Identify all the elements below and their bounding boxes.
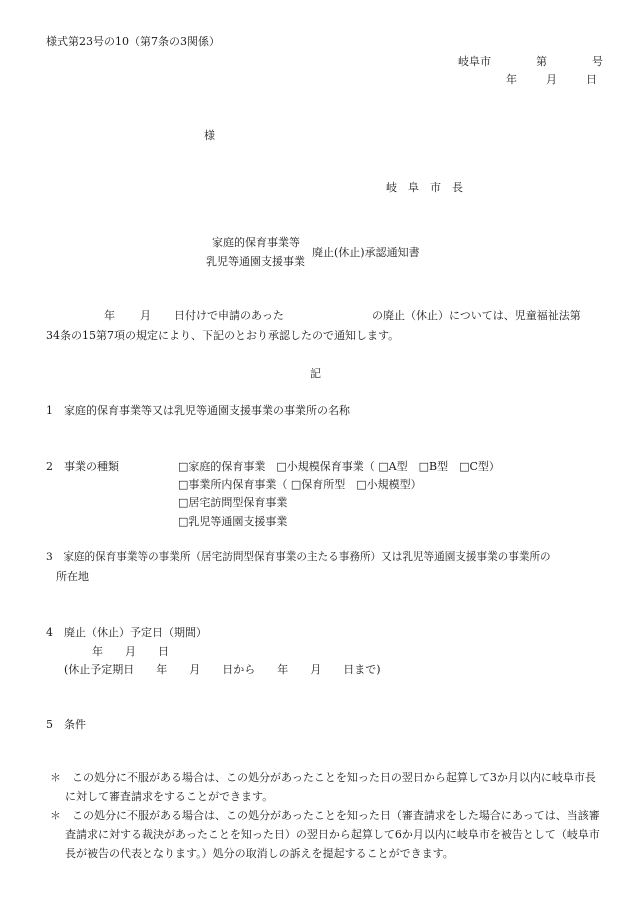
item-4-date: 年 月 日 xyxy=(92,645,169,658)
item-4-label: 4 廃止（休止）予定日（期間） xyxy=(46,626,207,639)
item-3-line2: 所在地 xyxy=(56,570,89,583)
body-line2: 34条の15第7項の規定により、下記のとおり承認したので通知します。 xyxy=(46,329,400,342)
issuer: 岐 阜 市 長 xyxy=(386,181,463,194)
body-after-date: 日付けで申請のあった xyxy=(174,309,284,322)
note-1: ＊ この処分に不服がある場合は、この処分があったことを知った日の翌日から起算して3か月以内に岐阜市長に対して審査請求をすることができます。 xyxy=(50,771,596,803)
item-5: 5 条件 xyxy=(46,718,86,731)
item-2-line4: □乳児等通園支援事業 xyxy=(178,515,288,528)
reference-go: 号 xyxy=(592,55,603,68)
reference-number xyxy=(458,56,603,67)
reference-city: 岐阜市 xyxy=(458,55,491,68)
recipient-honorific: 様 xyxy=(204,129,215,142)
body-after-blank: の廃止（休止）については、児童福祉法第 xyxy=(372,309,581,322)
issue-date-day: 日 xyxy=(586,73,597,86)
form-number: 様式第23号の10（第7条の3関係） xyxy=(46,35,220,48)
body-year: 年 xyxy=(104,309,115,322)
item-2-line1: □家庭的保育事業 □小規模保育事業（ □A型 □B型 □C型） xyxy=(178,460,500,473)
document-title-suffix: 廃止(休止)承認通知書 xyxy=(312,246,420,259)
document-title-line2: 乳児等通園支援事業 xyxy=(206,255,305,268)
item-2-line2: □事業所内保育事業（ □保育所型 □小規模型） xyxy=(178,478,422,491)
note-2: ＊ この処分に不服がある場合は、この処分があったことを知った日（審査請求をした場合にあっては、当該審査請求に対する裁決があったことを知った日）の翌日から起算して6か月以内に岐阜市を被告として（岐阜市長が被告の代表となります。）処分の取消しの訴えを提起することができます。 xyxy=(50,809,600,860)
item-4-period: (休止予定期日 年 月 日から 年 月 日まで) xyxy=(64,663,381,676)
body-month: 月 xyxy=(140,309,151,322)
document-title-line1: 家庭的保育事業等 xyxy=(212,236,300,249)
ki-heading: 記 xyxy=(310,367,321,380)
issue-date-month: 月 xyxy=(546,73,557,86)
item-1: 1 家庭的保育事業等又は乳児等通園支援事業の事業所の名称 xyxy=(46,404,350,417)
item-3-line1: 3 家庭的保育事業等の事業所（居宅訪問型保育事業の主たる事務所）又は乳児等通園支援事業の事業所の xyxy=(46,551,551,563)
item-2-line3: □居宅訪問型保育事業 xyxy=(178,496,288,509)
item-2-label: 2 事業の種類 xyxy=(46,460,119,473)
issue-date-year: 年 xyxy=(506,73,517,86)
issue-date xyxy=(506,74,597,85)
reference-dai: 第 xyxy=(536,55,547,68)
